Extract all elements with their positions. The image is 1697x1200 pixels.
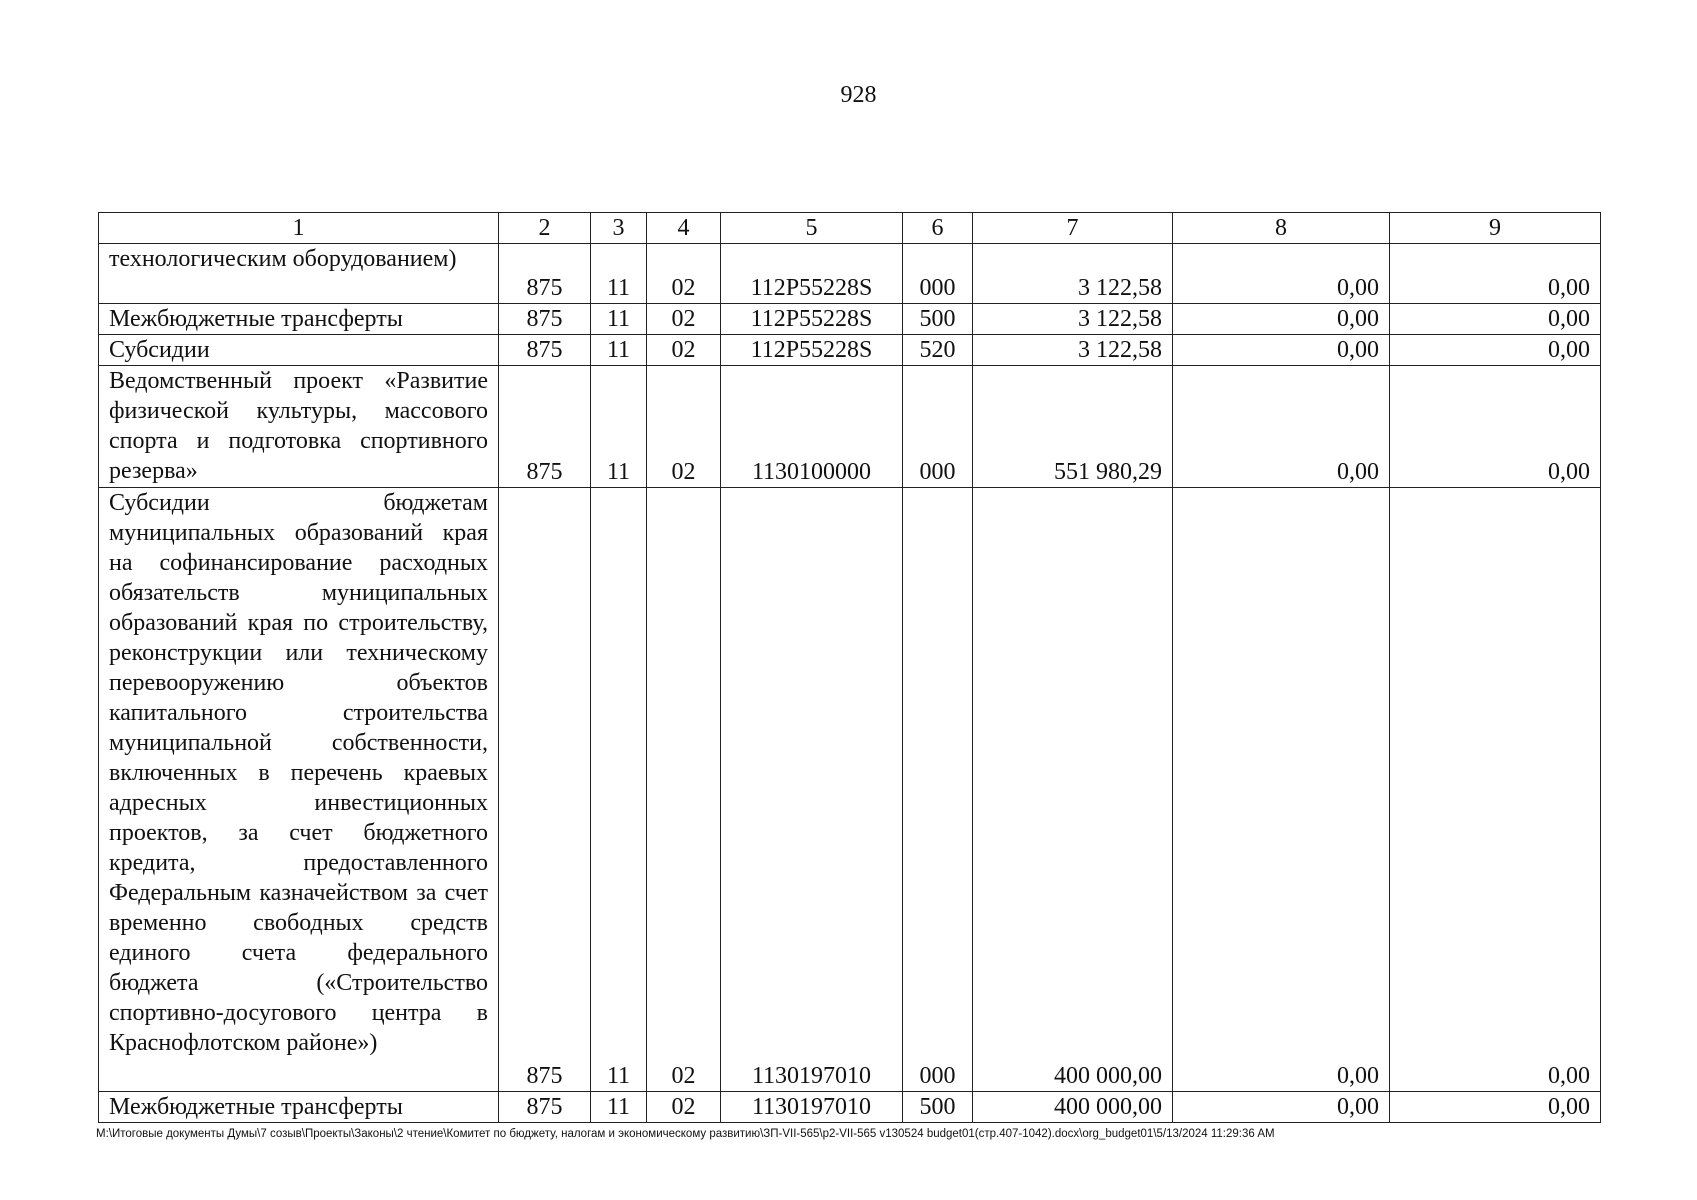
column-header: 4 <box>647 213 721 244</box>
cell-sum-2: 0,00 <box>1173 1092 1390 1123</box>
cell-sum-1: 400 000,00 <box>973 488 1173 1092</box>
cell-csr: 1130197010 <box>721 488 903 1092</box>
cell-rz: 11 <box>591 335 647 366</box>
cell-csr: 112P55228S <box>721 335 903 366</box>
row-name: технологическим оборудованием) <box>99 244 499 304</box>
cell-sum-3: 0,00 <box>1390 304 1601 335</box>
row-name: Межбюджетные трансферты <box>99 304 499 335</box>
cell-sum-3: 0,00 <box>1390 488 1601 1092</box>
cell-pr: 02 <box>647 366 721 488</box>
row-name: Субсидии <box>99 335 499 366</box>
cell-sum-2: 0,00 <box>1173 244 1390 304</box>
column-header: 1 <box>99 213 499 244</box>
cell-grbs: 875 <box>499 335 591 366</box>
cell-csr: 112P55228S <box>721 244 903 304</box>
cell-rz: 11 <box>591 1092 647 1123</box>
cell-vr: 000 <box>903 244 973 304</box>
cell-sum-3: 0,00 <box>1390 335 1601 366</box>
cell-sum-1: 3 122,58 <box>973 304 1173 335</box>
cell-rz: 11 <box>591 488 647 1092</box>
cell-sum-2: 0,00 <box>1173 335 1390 366</box>
cell-vr: 000 <box>903 366 973 488</box>
cell-sum-3: 0,00 <box>1390 244 1601 304</box>
row-name: Субсидии бюджетам муниципальных образований края на софинансирование расходных обязательств муниципальных образований края по строительству, реконструкции или техническому перевооружению объектов капитального строительства муниципальной собственности, включенных в перечень краевых адресных инвестиционных проектов, за счет бюджетного кредита, предоставленного Федеральным казначейством за счет временно свободных средств единого счета федерального бюджета («Строительство спортивно-досугового центра в Краснофлотском районе») <box>99 488 499 1092</box>
cell-sum-1: 551 980,29 <box>973 366 1173 488</box>
column-header: 2 <box>499 213 591 244</box>
cell-rz: 11 <box>591 304 647 335</box>
cell-sum-1: 400 000,00 <box>973 1092 1173 1123</box>
cell-sum-2: 0,00 <box>1173 366 1390 488</box>
cell-vr: 500 <box>903 304 973 335</box>
row-name: Ведомственный проект «Развитие физической культуры, массового спорта и подготовка спортивного резерва» <box>99 366 499 488</box>
page-number: 928 <box>840 82 877 108</box>
cell-vr: 000 <box>903 488 973 1092</box>
row-name: Межбюджетные трансферты <box>99 1092 499 1123</box>
cell-grbs: 875 <box>499 244 591 304</box>
cell-sum-2: 0,00 <box>1173 304 1390 335</box>
table-row <box>99 1092 1601 1123</box>
cell-vr: 520 <box>903 335 973 366</box>
cell-csr: 1130100000 <box>721 366 903 488</box>
table-row <box>99 366 1601 488</box>
cell-sum-3: 0,00 <box>1390 1092 1601 1123</box>
cell-vr: 500 <box>903 1092 973 1123</box>
cell-grbs: 875 <box>499 366 591 488</box>
column-header: 6 <box>903 213 973 244</box>
cell-pr: 02 <box>647 1092 721 1123</box>
column-header: 5 <box>721 213 903 244</box>
cell-sum-1: 3 122,58 <box>973 335 1173 366</box>
cell-pr: 02 <box>647 488 721 1092</box>
budget-table <box>98 212 1601 1123</box>
table-row <box>99 488 1601 1092</box>
cell-pr: 02 <box>647 304 721 335</box>
footer-file-path: M:\Итоговые документы Думы\7 созыв\Проекты\Законы\2 чтение\Комитет по бюджету, налогам и экономическому развитию\ЗП-VII-565\p2-VII-565 v130524 budget01(стр.407-1042).docx\org_budget01\5/13/2024 11:29:36 AM <box>96 1128 1275 1140</box>
column-header: 8 <box>1173 213 1390 244</box>
cell-sum-1: 3 122,58 <box>973 244 1173 304</box>
cell-csr: 112P55228S <box>721 304 903 335</box>
cell-sum-3: 0,00 <box>1390 366 1601 488</box>
table-row <box>99 244 1601 304</box>
column-header: 9 <box>1390 213 1601 244</box>
cell-pr: 02 <box>647 244 721 304</box>
column-header: 3 <box>591 213 647 244</box>
cell-csr: 1130197010 <box>721 1092 903 1123</box>
table-row <box>99 335 1601 366</box>
column-header: 7 <box>973 213 1173 244</box>
cell-grbs: 875 <box>499 304 591 335</box>
cell-pr: 02 <box>647 335 721 366</box>
table-header-row <box>99 213 1601 244</box>
cell-grbs: 875 <box>499 488 591 1092</box>
table-row <box>99 304 1601 335</box>
cell-grbs: 875 <box>499 1092 591 1123</box>
cell-rz: 11 <box>591 366 647 488</box>
cell-rz: 11 <box>591 244 647 304</box>
cell-sum-2: 0,00 <box>1173 488 1390 1092</box>
